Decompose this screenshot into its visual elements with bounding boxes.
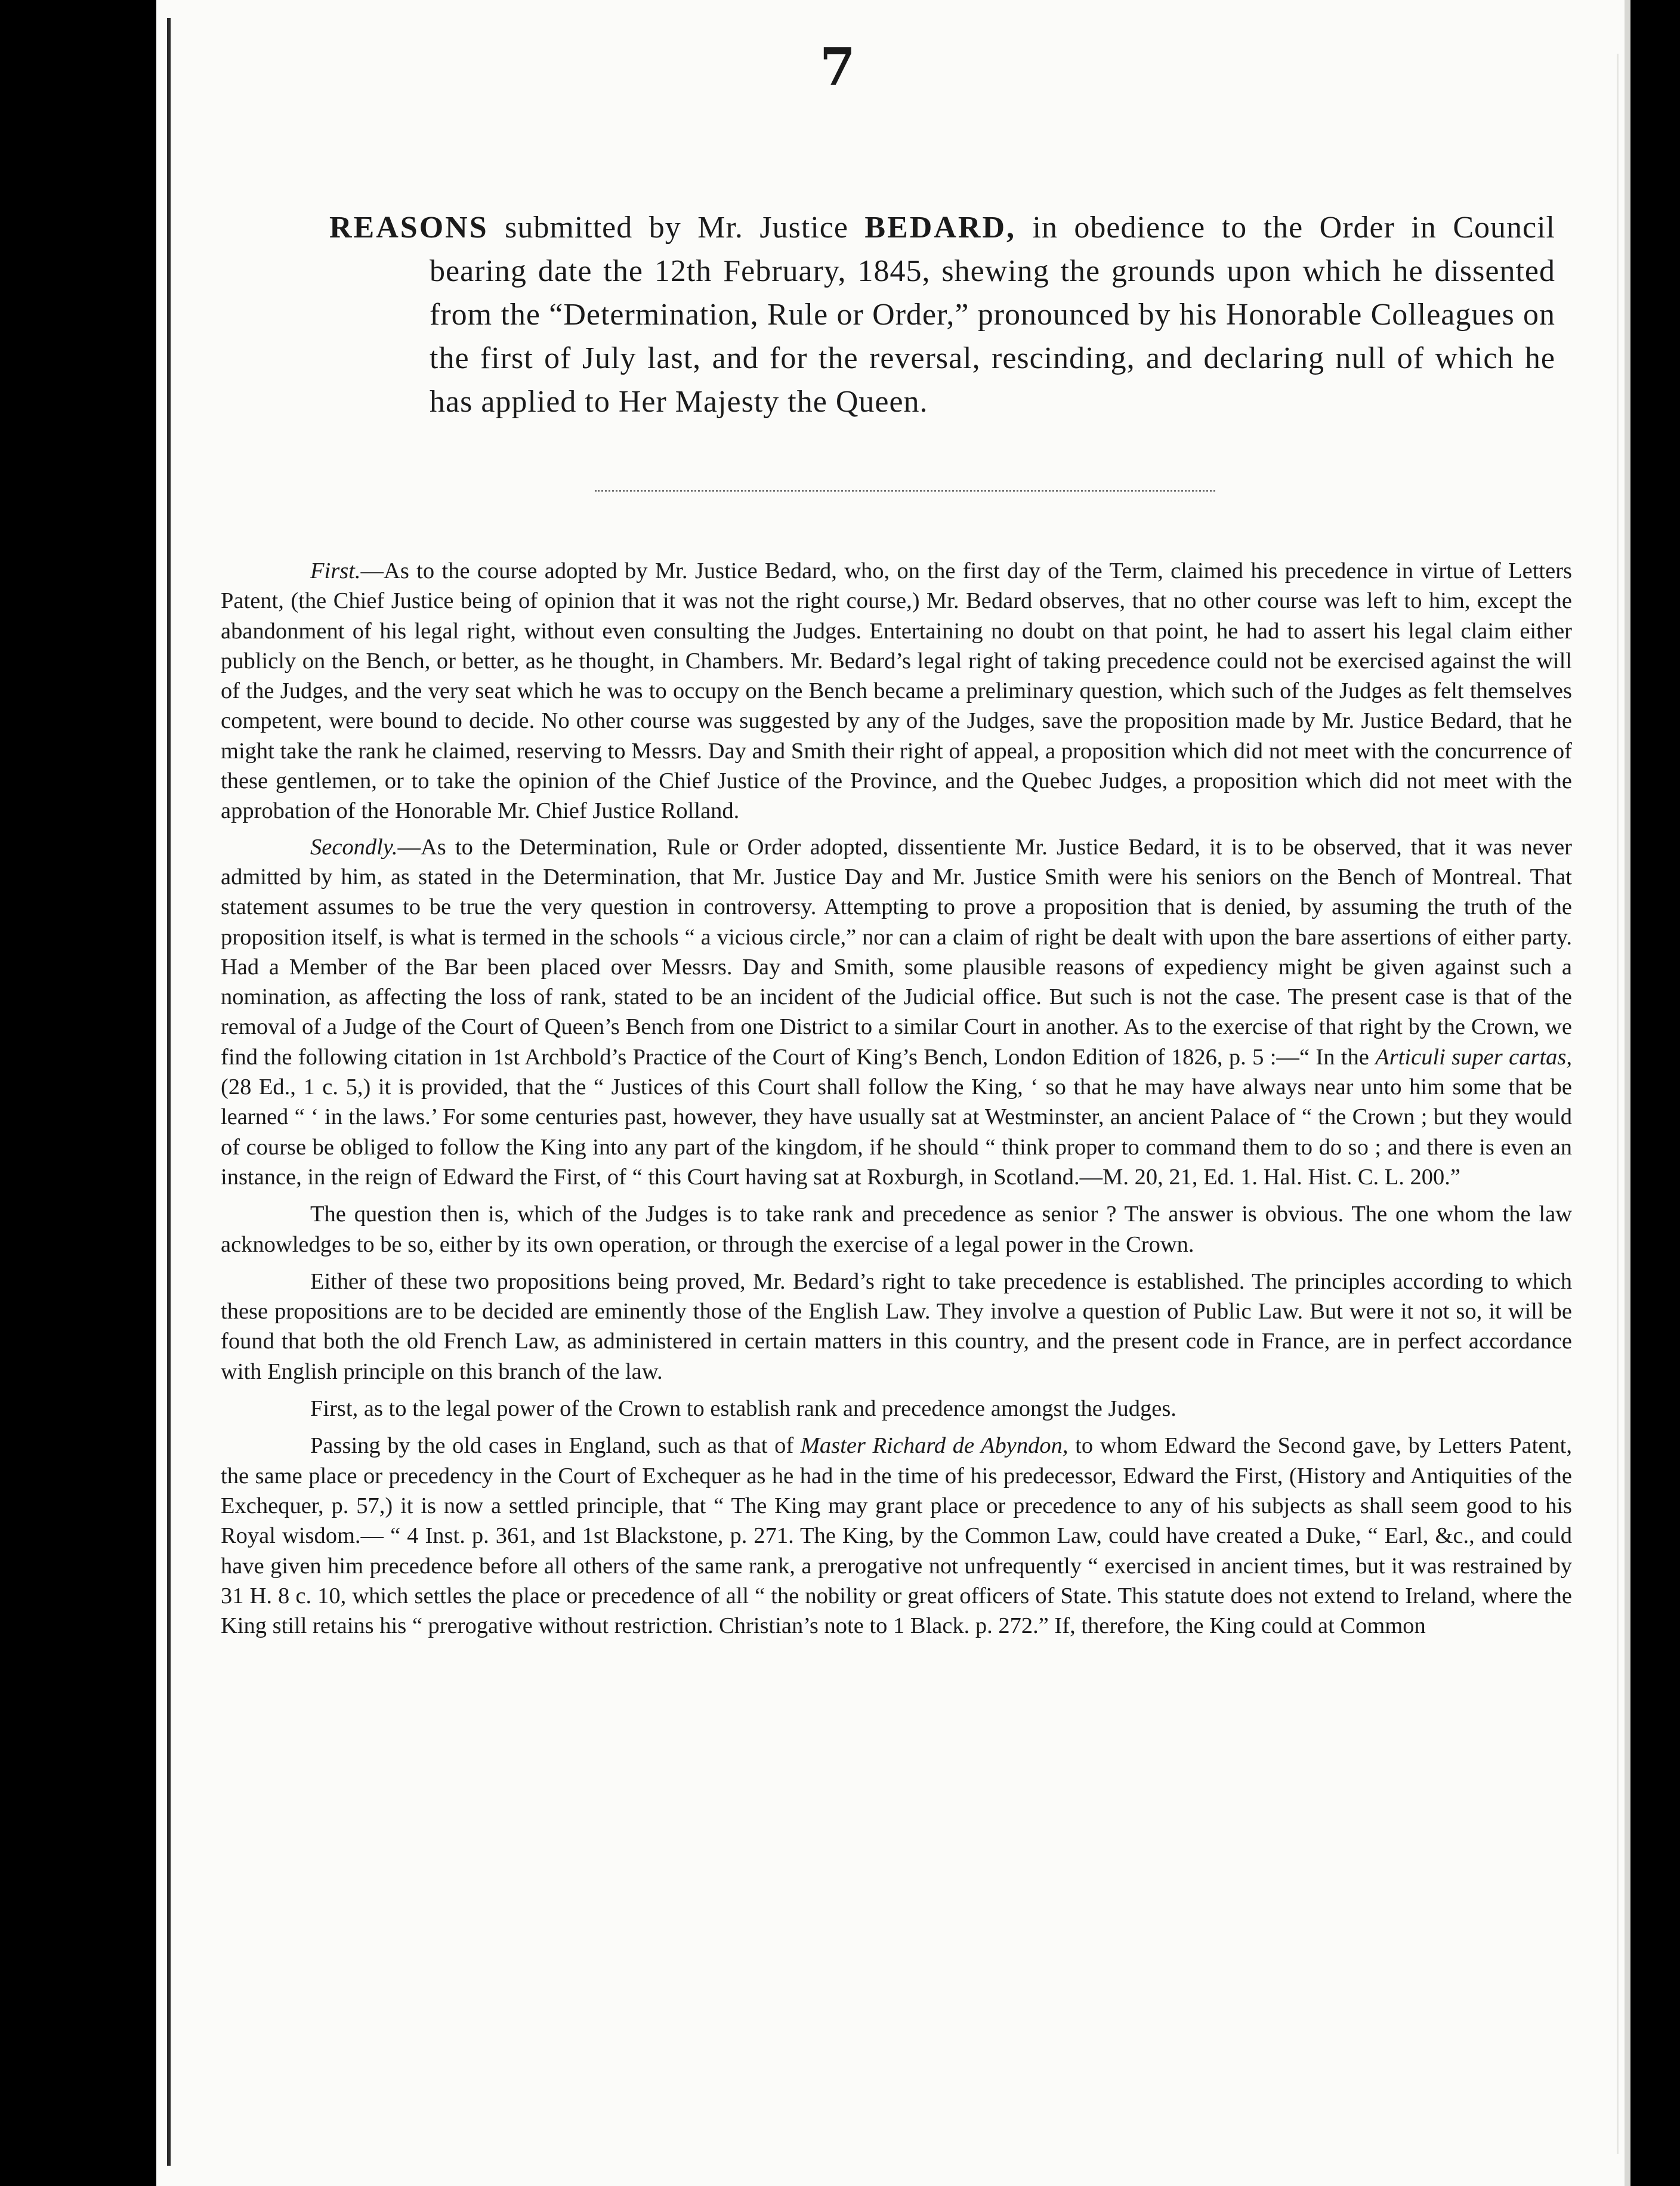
paragraph-old-cases <box>221 1431 1572 1641</box>
paragraph-first <box>221 556 1572 826</box>
page-edge <box>1625 0 1630 2186</box>
paragraph-first-text: —As to the course adopted by Mr. Justice Bedard, who, on the first day of the Term, claimed his precedence in virtue of Letters Patent, (the Chief Justice being of opinion that it was not the right course,) Mr. Bedard observes, that no other course was left to him, except the abandonment of his legal right, without even consulting the Judges. Entertaining no doubt on that point, he had to assert his legal claim either publicly on the Bench, or better, as he thought, in Chambers. Mr. Bedard’s legal right of taking precedence could not be exercised against the will of the Judges, and the very seat which he was to occupy on the Bench became a preliminary question, which such of the Judges as felt themselves competent, were bound to decide. No other course was suggested by any of the Judges, save the proposition made by Mr. Justice Bedard, that he might take the rank he claimed, reserving to Messrs. Day and Smith their right of appeal, a proposition which did not meet with the concurrence of these gentlemen, or to take the opinion of the Chief Justice of the Province, and the Quebec Judges, a proposition which did not meet with the approbation of the Honorable Mr. Chief Justice Rolland. <box>221 558 1572 824</box>
paragraph-secondly-italic: Articuli super cartas, <box>1375 1044 1572 1070</box>
paragraph-legal-power: First, as to the legal power of the Crown to establish rank and precedence amongst the Judges. <box>310 1396 1176 1422</box>
page-number: 7 <box>820 37 856 97</box>
document-heading <box>329 206 1555 424</box>
heading-part-2: in obedience to the Order in Council bearing date the 12th February, 1845, shewing the grounds upon which he dissented from the “Determination, Rule or Order,” pronounced by his Honorable Colleagues on the first of July last, and for the reversal, rescinding, and declaring null of which he has applied to Her Majesty the Queen. <box>430 211 1555 419</box>
scanned-page <box>156 0 1630 2186</box>
ornamental-rule <box>595 490 1215 492</box>
paragraph-propositions: Either of these two propositions being proved, Mr. Bedard’s right to take precedence is established. The principles according to which these propositions are to be decided are eminently those of the English Law. They involve a question of Public Law. But were it not so, it will be found that both the old French Law, as administered in certain matters in this country, and the present code in France, are in perfect accordance with English principle on this branch of the law. <box>221 1268 1572 1384</box>
paragraph-secondly <box>221 832 1572 1193</box>
paragraph-first-lead: First. <box>310 558 361 583</box>
paragraph-secondly-text-a: —As to the Determination, Rule or Order adopted, dissentiente Mr. Justice Bedard, it is to be observed, that it was never admitted by him, as stated in the Determination, that Mr. Justice Day and Mr. Justice Smith were his seniors on the Bench of Montreal. That statement assumes to be true the very question in controversy. Attempting to prove a proposition that is denied, by assuming the truth of the proposition itself, is what is termed in the schools “ a vicious circle,” nor can a claim of right be dealt with upon the bare assertions of either party. Had a Member of the Bar been placed over Messrs. Day and Smith, some plausible reasons of expediency might be given against such a nomination, as affecting the loss of rank, stated to be an incident of the Judicial office. But such is not the case. The present case is that of the removal of a Judge of the Court of Queen’s Bench from one District to a similar Court in another. As to the exercise of that right by the Crown, we find the following citation in 1st Archbold’s Practice of the Court of King’s Bench, London Edition of 1826, p. 5 :—“ In the <box>221 834 1572 1070</box>
paragraph-old-cases-italic: Master Richard de Abyndon, <box>800 1433 1068 1459</box>
heading-justice-name: BEDARD, <box>864 211 1016 245</box>
heading-text <box>329 206 1555 424</box>
paragraph-secondly-text-b: (28 Ed., 1 c. 5,) it is provided, that the “ Justices of this Court shall follow the King, ‘ so that he may have always near unto him some that be learned “ ‘ in the laws.’ For some centuries past, however, they have usually sat at Westminster, an ancient Palace of “ the Crown ; but they would of course be obliged to follow the King into any part of the kingdom, if he should “ think proper to command them to do so ; and there is even an instance, in the reign of Edward the First, of “ this Court having sat at Roxburgh, in Scotland.—M. 20, 21, Ed. 1. Hal. Hist. C. L. 200.” <box>221 1075 1572 1190</box>
paragraph-question: The question then is, which of the Judges is to take rank and precedence as senior ? The answer is obvious. The one whom the law acknowledges to be so, either by its own operation, or through the exercise of a legal power in the Crown. <box>221 1202 1572 1257</box>
heading-part-1: submitted by Mr. Justice <box>488 211 865 245</box>
heading-reasons: REASONS <box>329 211 489 245</box>
body-text <box>221 556 1572 1648</box>
page-edge-shadow <box>1617 54 1619 2154</box>
paragraph-old-cases-text-b: to whom Edward the Second gave, by Letters Patent, the same place or precedency in the Court of Exchequer as he had in the time of his predecessor, Edward the First, (History and Antiquities of the Exchequer, p. 57,) it is now a settled principle, that “ The King may grant place or precedence to any of his subjects as shall seem good to his Royal wisdom.— “ 4 Inst. p. 361, and 1st Blackstone, p. 271. The King, by the Common Law, could have created a Duke, “ Earl, &c., and could have given him precedence before all others of the same rank, a prerogative not unfrequently “ exercised in ancient times, but it was restrained by 31 H. 8 c. 10, which settles the place or precedence of all “ the nobility or great officers of State. This statute does not extend to Ireland, where the King still retains his “ prerogative without restriction. Christian’s note to 1 Black. p. 272.” If, therefore, the King could at Common <box>221 1433 1572 1639</box>
paragraph-old-cases-text-a: Passing by the old cases in England, such as that of <box>310 1433 801 1459</box>
binding-edge <box>167 18 171 2166</box>
paragraph-secondly-lead: Secondly. <box>310 834 398 860</box>
